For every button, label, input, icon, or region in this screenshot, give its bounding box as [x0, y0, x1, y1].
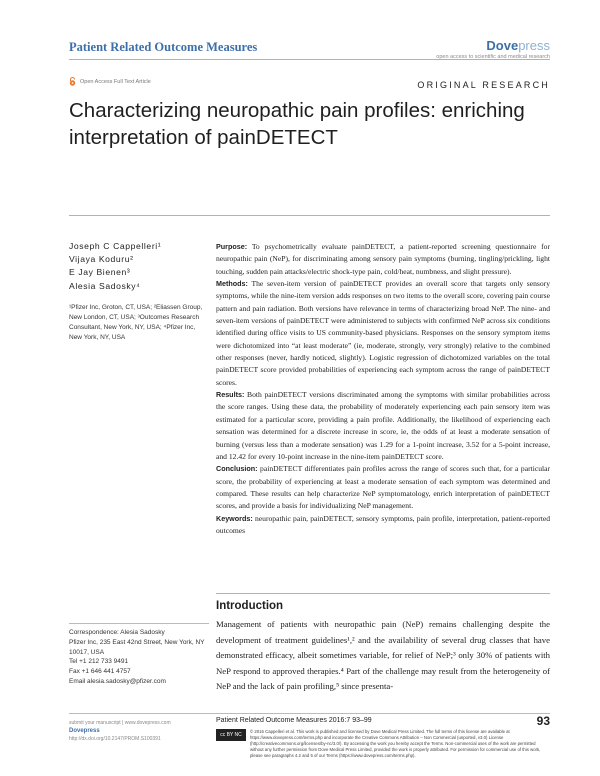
page-number: 93: [536, 714, 550, 728]
results-text: Both painDETECT versions discriminated among the symptoms with similar probabilities across the score ranges. Using these data, the probability of moderately experiencing each pain sensory item was estimated for a particular score, providing a pain profile. Additionally, the likelihood of experiencing each sensation was determined for a discrete increase in score, ie, the odds of at least a moderate sensation of burning (versus less than a moderate sensation) was 1.29 for a 1-point increase, 3.52 for a 5-point increase, and 12.42 for every 10-point increase in the nine-item painDETECT score.: [216, 390, 550, 461]
title-divider: [69, 215, 550, 216]
correspondence-divider: [69, 623, 209, 624]
open-access-lock-icon: [69, 77, 76, 86]
open-access-label: [69, 77, 151, 86]
author-list: [69, 240, 161, 293]
header-divider: [69, 59, 550, 60]
methods-text: The seven-item version of painDETECT provides an overall score that targets only sensory symptoms, while the nine-item version adds responses on two items to the overall score, covering pain course pattern and pain radiation. Both versions have relevance in terms of characterizing broad NeP. The nine- and seven-item versions of painDETECT were administered to subjects with confirmed NeP across six conditions identified during office visits to US community-based physicians. Responses on the sensory symptom items were dichotomized into “at least moderate” (ie, moderate, strongly, very strongly) relative to the combined other responses (never, hardly noticed, slightly). Logistic regression of dichotomized variables on the total painDETECT score provided probabilities of experiencing each symptom across the range of painDETECT scores.: [216, 279, 550, 387]
correspondence: [69, 628, 209, 687]
correspondence-name: Correspondence: Alesia Sadosky: [69, 629, 165, 636]
doi-link[interactable]: http://dx.doi.org/10.2147/PROM.S100391: [69, 736, 161, 742]
footer-left: [69, 719, 171, 743]
cc-license-icon: cc BY NC: [216, 729, 246, 741]
affiliations: ¹Pfizer Inc, Groton, CT, USA; ²Eliassen Group, New London, CT, USA; ³Outcomes Research Consultant, New York, NY, USA; ⁴Pfizer Inc, New York, NY, USA: [69, 304, 203, 341]
journal-name: Patient Related Outcome Measures: [69, 40, 258, 54]
introduction-text: Management of patients with neuropathic pain (NeP) remains challenging despite the development of treatment guidelines¹,² and the availability of several drug classes that have demonstrated efficacy, albeit sometimes variable, for relief of NeP;³ only 30% of patients with NeP respond to approved therapies.⁴ Part of the challenge may result from the heterogeneity of NeP and the lack of pain profiling,⁵ since presenta-: [216, 619, 550, 692]
author-name: Vijaya Koduru²: [69, 254, 134, 265]
correspondence-address: Pfizer Inc, 235 East 42nd Street, New York, NY 10017, USA: [69, 638, 205, 656]
author-name: Joseph C Cappelleri¹: [69, 241, 162, 251]
license-block: [216, 729, 550, 759]
article-title: Characterizing neuropathic pain profiles: enriching interpretation of painDETECT: [69, 99, 525, 149]
purpose-text: To psychometrically evaluate painDETECT, a patient-reported screening questionnaire for neuropathic pain (NeP), for discriminating among sensory pain symptoms (burning, tingling/prickling, light touching, sudden pain attacks/electric shock-type pain, cold/heat, numbness, and slight pressure).: [216, 242, 550, 276]
introduction-heading: Introduction: [216, 600, 284, 612]
publisher-name-light: press: [518, 38, 550, 53]
abstract-divider: [216, 593, 550, 594]
open-access-text: Open Access Full Text Article: [80, 78, 151, 85]
results-label: Results:: [216, 390, 245, 400]
correspondence-tel: Tel +1 212 733 9491: [69, 658, 129, 666]
correspondence-email[interactable]: Email alesia.sadosky@pfizer.com: [69, 677, 166, 685]
author-name: E Jay Bienen³: [69, 267, 131, 278]
methods-label: Methods:: [216, 279, 248, 289]
keywords-text: neuropathic pain, painDETECT, sensory symptoms, pain profile, interpretation, patient-reported outcomes: [216, 513, 550, 535]
purpose-label: Purpose:: [216, 242, 248, 251]
keywords-label: Keywords:: [216, 513, 253, 523]
author-name: Alesia Sadosky⁴: [69, 280, 141, 291]
article-type: ORIGINAL RESEARCH: [417, 80, 550, 90]
publisher-name-bold: Dove: [486, 38, 519, 53]
footer-dovepress: Dovepress: [69, 728, 100, 734]
conclusion-label: Conclusion:: [216, 464, 258, 474]
license-text: © 2016 Cappelleri et al. This work is published and licensed by Dove Medical Press Limited. The full terms of this license are available at https://www.dovepress.com/terms.php and incorporate the Creative Commons Attribution – Non Commercial (unported, v3.0) License (http://creativecommons.org/licenses/by-nc/3.0/). By accessing the work you hereby accept the Terms. Non-commercial uses of the work are permitted without any further permission from Dove Medical Press Limited, provided the work is properly attributed. For permission for commercial use of this work, please see paragraphs 4.2 and 5 of our Terms (https://www.dovepress.com/terms.php).: [250, 729, 541, 758]
footer-citation: Patient Related Outcome Measures 2016:7 93–99: [216, 717, 372, 724]
publisher-tagline: open access to scientific and medical research: [436, 54, 550, 60]
footer-divider: [69, 713, 550, 714]
publisher-logo: [436, 38, 550, 60]
conclusion-text: painDETECT differentiates pain profiles across the range of scores such that, for a particular score, the probability of experiencing at least a moderate sensation of each symptom was determined and compared. These results can help characterize NeP symptomatology, enrich interpretation of painDETECT scores, and provide a basis for individualizing NeP management.: [216, 464, 550, 511]
correspondence-fax: Fax +1 646 441 4757: [69, 668, 131, 676]
abstract: [216, 241, 550, 537]
submit-link[interactable]: submit your manuscript | www.dovepress.com: [69, 720, 171, 726]
